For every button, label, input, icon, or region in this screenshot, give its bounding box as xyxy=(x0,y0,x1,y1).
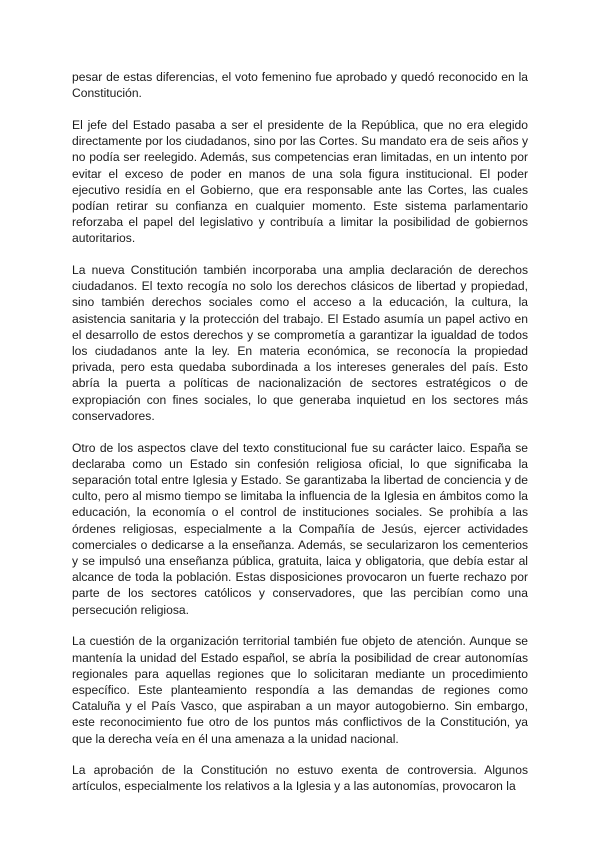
paragraph: pesar de estas diferencias, el voto femenino fue aprobado y quedó reconocido en la Constitución. xyxy=(72,70,528,101)
paragraph: La aprobación de la Constitución no estuvo exenta de controversia. Algunos artículos, especialmente los relativos a la Iglesia y a las autonomías, provocaron la xyxy=(72,763,528,794)
paragraph: Otro de los aspectos clave del texto constitucional fue su carácter laico. España se declaraba como un Estado sin confesión religiosa oficial, lo que significaba la separación total entre Iglesia y Estado. Se garantizaba la libertad de conciencia y de culto, pero al mismo tiempo se limitaba la influencia de la Iglesia en ámbitos como la educación, la economía o el control de instituciones sociales. Se prohibía a las órdenes religiosas, especialmente a la Compañía de Jesús, ejercer actividades comerciales o dedicarse a la enseñanza. Además, se secularizaron los cementerios y se impulsó una enseñanza pública, gratuita, laica y obligatoria, que debía estar al alcance de toda la población. Estas disposiciones provocaron un fuerte rechazo por parte de los sectores católicos y conservadores, que las percibían como una persecución religiosa. xyxy=(72,440,528,617)
paragraph: La cuestión de la organización territorial también fue objeto de atención. Aunque se mantenía la unidad del Estado español, se abría la posibilidad de crear autonomías regionales para aquellas regiones que lo solicitaran mediante un procedimiento específico. Este planteamiento respondía a las demandas de regiones como Cataluña y el País Vasco, que aspiraban a un mayor autogobierno. Sin embargo, este reconocimiento fue otro de los puntos más conflictivos de la Constitución, ya que la derecha veía en él una amenaza a la unidad nacional. xyxy=(72,634,528,746)
paragraph: El jefe del Estado pasaba a ser el presidente de la República, que no era elegido directamente por los ciudadanos, sino por las Cortes. Su mandato era de seis años y no podía ser reelegido. Además, sus competencias eran limitadas, en un intento por evitar el exceso de poder en manos de una sola figura institucional. El poder ejecutivo residía en el Gobierno, que era responsable ante las Cortes, las cuales podían retirar su confianza en cualquier momento. Este sistema parlamentario reforzaba el papel del legislativo y contribuía a limitar la posibilidad de gobiernos autoritarios. xyxy=(72,117,528,246)
paragraph: La nueva Constitución también incorporaba una amplia declaración de derechos ciudadanos. El texto recogía no solo los derechos clásicos de libertad y propiedad, sino también derechos sociales como el acceso a la educación, la cultura, la asistencia sanitaria y la protección del trabajo. El Estado asumía un papel activo en el desarrollo de estos derechos y se comprometía a garantizar la igualdad de todos los ciudadanos ante la ley. En materia económica, se reconocía la propiedad privada, pero esta quedaba subordinada a los intereses generales del país. Esto abría la puerta a políticas de nacionalización de sectores estratégicos o de expropiación con fines sociales, lo que generaba inquietud en los sectores más conservadores. xyxy=(72,263,528,423)
body-text xyxy=(72,69,528,810)
